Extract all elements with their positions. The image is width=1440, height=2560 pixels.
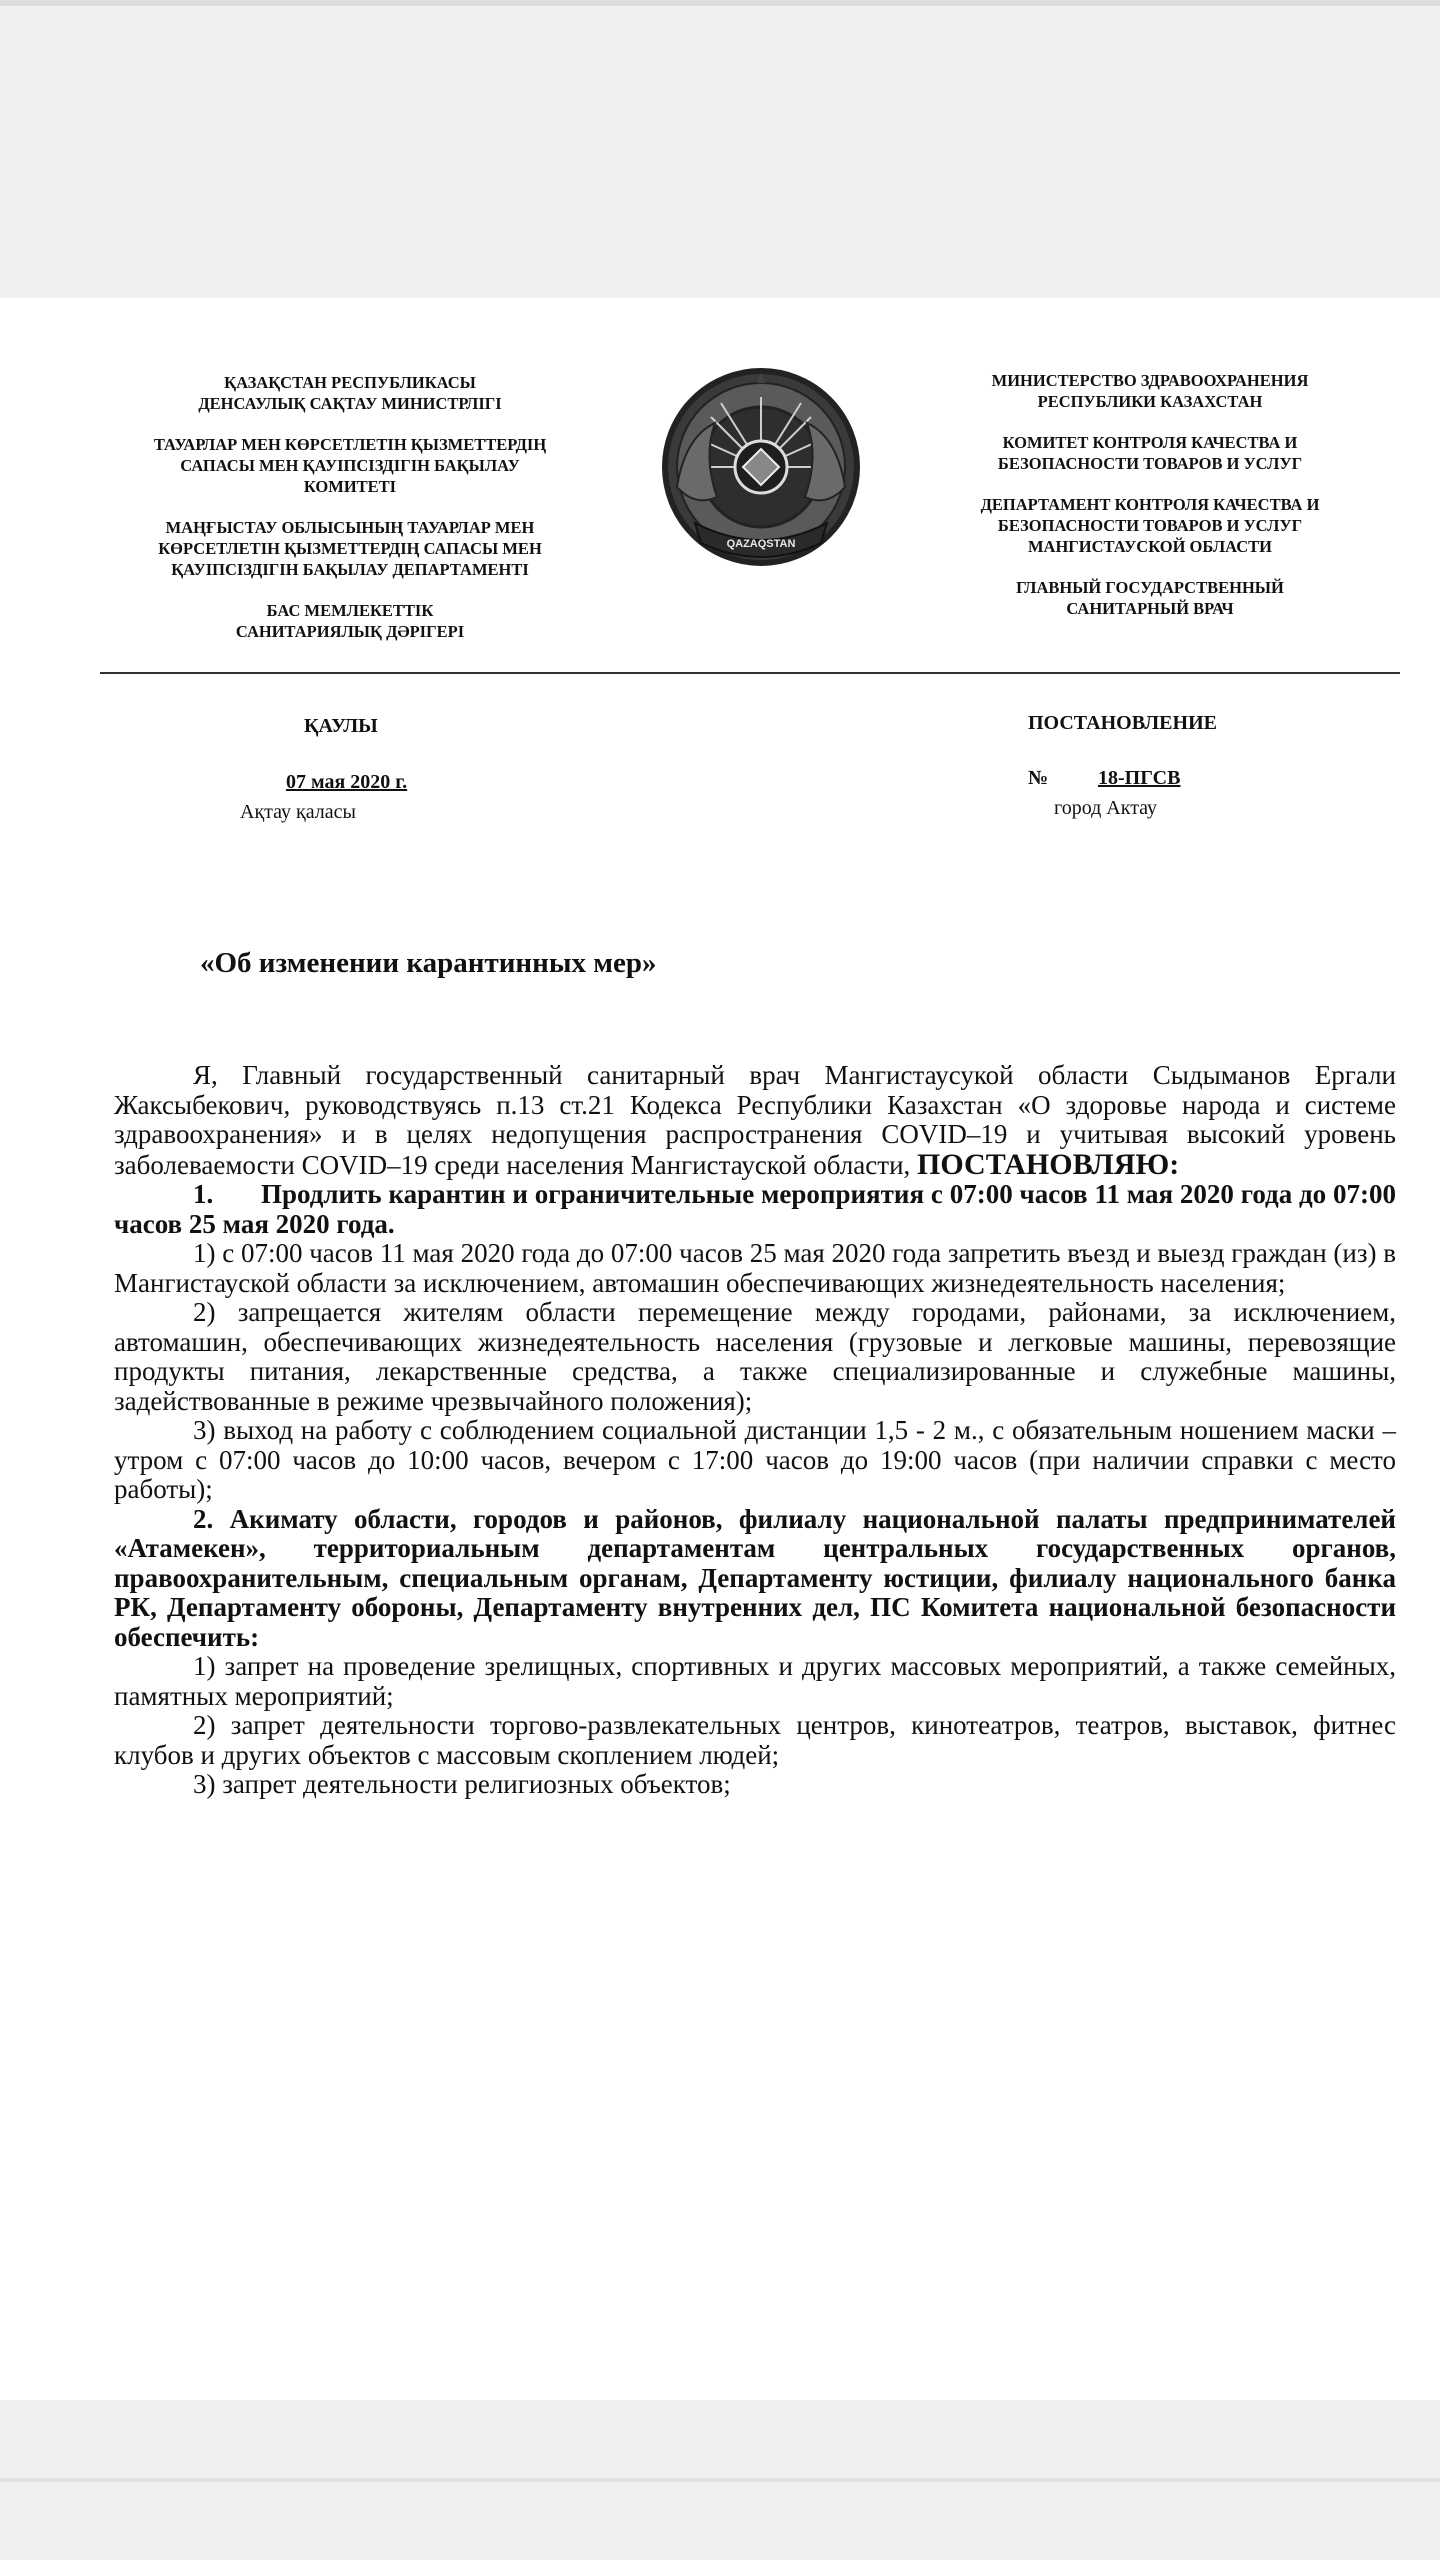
header-line: КОМИТЕТ КОНТРОЛЯ КАЧЕСТВА И (1002, 433, 1298, 452)
document-title: «Об изменении карантинных мер» (200, 947, 657, 979)
paragraph-intro (114, 1061, 1396, 1180)
paragraph-item-2-3: 3) запрет деятельности религиозных объектов; (193, 1769, 731, 1799)
header-line: БЕЗОПАСНОСТИ ТОВАРОВ И УСЛУГ (997, 454, 1303, 473)
item-number: 1. (193, 1179, 214, 1209)
paragraph-item-1-1: 1) с 07:00 часов 11 мая 2020 года до 07:00 часов 25 мая 2020 года запретить въезд и выезд граждан (из) в Мангистауской области за исключением, автомашин обеспечивающих жизнедеятельность населения; (114, 1238, 1397, 1298)
emblem-text: QAZAQSTAN (726, 538, 796, 550)
resolve-heading: ПОСТАНОВЛЯЮ: (917, 1147, 1180, 1181)
decree-city-russian: город Актау (1054, 797, 1158, 819)
decree-label-kazakh: ҚАУЛЫ (304, 715, 378, 737)
header-line: САПАСЫ МЕН ҚАУІПСІЗДІГІН БАҚЫЛАУ (180, 456, 520, 475)
header-russian (850, 370, 1440, 619)
document-body (114, 1061, 1396, 1800)
header-line: МИНИСТЕРСТВО ЗДРАВООХРАНЕНИЯ (991, 371, 1309, 390)
item-number: 2. (193, 1503, 214, 1534)
item-text: Продлить карантин и ограничительные мероприятия с 07:00 часов 11 мая 2020 года до 07:00 часов 25 мая 2020 года. (114, 1179, 1396, 1239)
header-line: ДЕНСАУЛЫҚ САҚТАУ МИНИСТРЛІГІ (198, 394, 502, 413)
paragraph-item-2-1: 1) запрет на проведение зрелищных, спортивных и других массовых мероприятий, а также семейных, памятных мероприятий; (114, 1651, 1396, 1711)
header-line: МАҢҒЫСТАУ ОБЛЫСЫНЫҢ ТАУАРЛАР МЕН (165, 518, 535, 537)
header-line: ҚАУІПСІЗДІГІН БАҚЫЛАУ ДЕПАРТАМЕНТІ (171, 560, 529, 579)
decree-date: 07 мая 2020 г. (286, 771, 408, 793)
header-line: ҚАЗАҚСТАН РЕСПУБЛИКАСЫ (224, 373, 476, 392)
intro-text: Я, Главный государственный санитарный врач Мангистаусукой области Сыдыманов Ергали Жаксыбекович, руководствуясь п.13 ст.21 Кодекса Республики Казахстан «О здоровье народа и системе здравоохранения» и в целях недопущения распространения COVID–19 и учитывая высокий уровень заболеваемости COVID–19 среди населения Мангистауской области, (114, 1060, 1396, 1180)
header-line: САНИТАРИЯЛЫҚ ДӘРІГЕРІ (235, 622, 465, 641)
paragraph-item-1 (114, 1180, 1396, 1239)
item-text: Акимату области, городов и районов, филиалу национальной палаты предпринимателей «Атамекен», территориальным департаментам центральных государственных органов, правоохранительным, специальным органам, Департаменту юстиции, филиалу национального банка РК, Департаменту обороны, Департаменту внутренних дел, ПС Комитета национальной безопасности обеспечить: (114, 1503, 1396, 1652)
paragraph-item-2 (114, 1505, 1396, 1653)
header-line: БЕЗОПАСНОСТИ ТОВАРОВ И УСЛУГ (997, 516, 1303, 535)
decree-number: 18-ПГСВ (1098, 767, 1181, 789)
paragraph-item-2-2: 2) запрет деятельности торгово-развлекательных центров, кинотеатров, театров, выставок, фитнес клубов и других объектов с массовым скоплением людей; (114, 1710, 1396, 1770)
bottom-edge (0, 2478, 1440, 2482)
header-kazakh (100, 372, 600, 642)
header-line: КӨРСЕТЛЕТІН ҚЫЗМЕТТЕРДІҢ САПАСЫ МЕН (158, 539, 542, 558)
header-line: САНИТАРНЫЙ ВРАЧ (1066, 599, 1234, 618)
header-line: КОМИТЕТІ (303, 477, 397, 496)
header-line: БАС МЕМЛЕКЕТТІК (266, 601, 434, 620)
decree-number-prefix: № (1028, 767, 1049, 789)
paragraph-item-1-3: 3) выход на работу с соблюдением социальной дистанции 1,5 - 2 м., с обязательным ношением маски – утром с 07:00 часов до 10:00 часов, вечером с 17:00 часов до 19:00 часов (при наличии справки с место работы); (114, 1415, 1396, 1504)
header-line: ТАУАРЛАР МЕН КӨРСЕТЛЕТІН ҚЫЗМЕТТЕРДІҢ (153, 435, 547, 454)
state-emblem (655, 367, 867, 571)
header-line: МАНГИСТАУСКОЙ ОБЛАСТИ (1027, 537, 1273, 556)
header-divider (100, 672, 1400, 674)
paragraph-item-1-2: 2) запрещается жителям области перемещение между городами, районами, за исключением, автомашин, обеспечивающих жизнедеятельность населения (грузовые и легковые машины, перевозящие продукты питания, лекарственные средства, а также специализированные и служебные машины, задействованные в режиме чрезвычайного положения); (114, 1297, 1396, 1416)
top-edge (0, 0, 1440, 6)
header-line: ДЕПАРТАМЕНТ КОНТРОЛЯ КАЧЕСТВА И (980, 495, 1320, 514)
header-line: РЕСПУБЛИКИ КАЗАХСТАН (1037, 392, 1263, 411)
decree-city-kazakh: Ақтау қаласы (240, 801, 356, 823)
decree-label-russian: ПОСТАНОВЛЕНИЕ (1028, 712, 1217, 734)
header-line: ГЛАВНЫЙ ГОСУДАРСТВЕННЫЙ (1016, 578, 1284, 597)
